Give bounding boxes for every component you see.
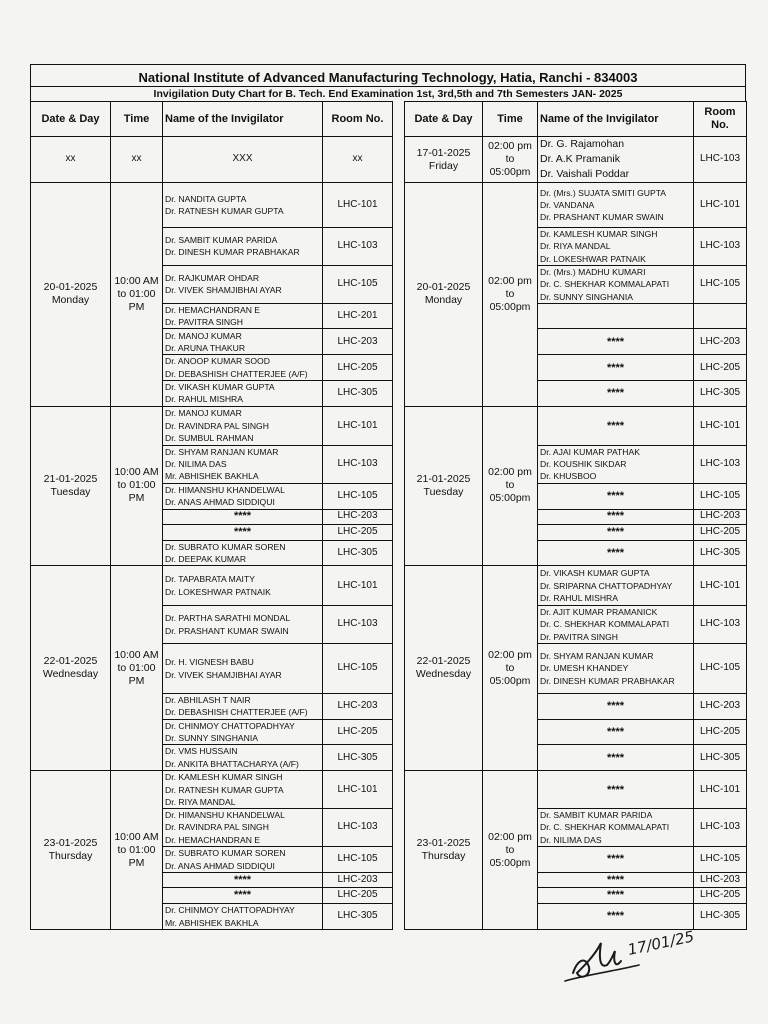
room-cell: LHC-203 <box>694 694 747 720</box>
column-separator <box>393 483 405 509</box>
invigilator-name: Dr. RATNESH KUMAR GUPTA <box>165 206 284 216</box>
invigilator-name: Dr. NILIMA DAS <box>165 458 227 469</box>
room-cell: LHC-103 <box>694 606 747 644</box>
invigilator-cell <box>163 566 323 606</box>
invigilator-cell <box>538 228 694 266</box>
invigilator-cell <box>163 904 323 930</box>
invigilator-cell <box>538 265 694 303</box>
invigilator-name: Dr. TAPABRATA MAITY <box>165 574 255 585</box>
room-cell: LHC-305 <box>694 381 747 407</box>
invigilator-cell <box>163 303 323 329</box>
room-cell: LHC-305 <box>323 745 393 771</box>
invigilator-cell <box>163 183 323 228</box>
invigilator-name: Dr. MANOJ KUMAR <box>165 408 242 419</box>
invigilator-cell: **** <box>538 904 694 930</box>
invigilator-name: Dr. SUBRATO KUMAR SOREN <box>165 541 286 552</box>
invigilator-cell: XXX <box>163 137 323 183</box>
invigilator-cell: **** <box>538 847 694 873</box>
invigilator-name: Dr. VIVEK SHAMJIBHAI AYAR <box>165 285 282 296</box>
invigilator-name: Dr. SRIPARNA CHATTOPADHYAY <box>540 580 673 591</box>
invigilator-cell <box>163 540 323 566</box>
room-cell: LHC-101 <box>323 771 393 809</box>
invigilator-name: Dr. AJAI KUMAR PATHAK <box>540 446 640 457</box>
invigilator-cell: **** <box>538 509 694 524</box>
invigilator-name: Dr. LOKESHWAR PATNAIK <box>540 253 646 264</box>
signature-mark <box>555 925 705 995</box>
time-cell: 10:00 AM to 01:00 PM <box>111 183 163 407</box>
time-cell: 02:00 pm to 05:00pm <box>483 406 538 565</box>
column-separator <box>393 183 405 228</box>
invigilator-name: Dr. RIYA MANDAL <box>165 796 236 807</box>
invigilator-name: Dr. ANKITA BHATTACHARYA (A/F) <box>165 758 299 769</box>
duty-rows <box>31 137 747 930</box>
room-cell: LHC-101 <box>323 406 393 445</box>
invigilator-cell: **** <box>163 888 323 904</box>
invigilator-cell <box>538 644 694 694</box>
time-cell: 02:00 pm to 05:00pm <box>483 183 538 407</box>
column-separator <box>393 137 405 183</box>
table-row <box>31 771 747 809</box>
invigilator-cell: **** <box>163 524 323 540</box>
invigilator-name: Dr. PAVITRA SINGH <box>165 317 243 328</box>
invigilator-name: Dr. SUBRATO KUMAR SOREN <box>165 848 286 859</box>
invigilator-name: Dr. SHYAM RANJAN KUMAR <box>540 651 654 662</box>
invigilator-name: Dr. C. SHEKHAR KOMMALAPATI <box>540 619 670 630</box>
room-cell: LHC-203 <box>694 329 747 355</box>
room-cell: LHC-103 <box>323 228 393 266</box>
room-cell: LHC-203 <box>323 509 393 524</box>
invigilator-cell <box>163 228 323 266</box>
room-cell: LHC-101 <box>323 566 393 606</box>
invigilator-name: Dr. HIMANSHU KHANDELWAL <box>165 810 285 821</box>
invigilator-cell <box>163 265 323 303</box>
room-cell <box>694 303 747 329</box>
invigilator-name: Dr. VIVEK SHAMJIBHAI AYAR <box>165 669 282 680</box>
room-cell: LHC-305 <box>323 540 393 566</box>
column-separator <box>393 406 405 445</box>
invigilator-cell: **** <box>538 406 694 445</box>
invigilator-cell: **** <box>538 524 694 540</box>
invigilator-cell: **** <box>538 771 694 809</box>
column-separator <box>393 809 405 847</box>
invigilator-name: Dr. Vaishali Poddar <box>540 168 630 180</box>
invigilator-cell <box>163 644 323 694</box>
invigilator-name: Dr. RAVINDRA PAL SINGH <box>165 420 269 431</box>
invigilator-name: Dr. NILIMA DAS <box>540 834 602 845</box>
invigilator-name: Dr. RAHUL MISHRA <box>540 592 618 603</box>
invigilator-cell: **** <box>538 719 694 745</box>
column-separator <box>393 540 405 566</box>
invigilator-name: Dr. CHINMOY CHATTOPADHYAY <box>165 720 295 731</box>
invigilator-cell: **** <box>163 509 323 524</box>
room-cell: LHC-201 <box>323 303 393 329</box>
room-cell: LHC-103 <box>323 809 393 847</box>
invigilator-name: Dr. KAMLESH KUMAR SINGH <box>540 229 658 239</box>
room-cell: LHC-105 <box>694 847 747 873</box>
room-cell: LHC-205 <box>323 888 393 904</box>
column-separator <box>393 771 405 809</box>
room-cell: LHC-103 <box>694 137 747 183</box>
invigilator-name: Dr. KHUSBOO <box>540 471 597 482</box>
room-cell: LHC-101 <box>694 566 747 606</box>
col-time-header: Time <box>111 102 163 137</box>
column-separator <box>393 102 405 137</box>
invigilator-name: Dr. PAVITRA SINGH <box>540 631 618 642</box>
invigilator-name: Dr. DINESH KUMAR PRABHAKAR <box>540 675 675 686</box>
invigilator-name: Dr. SAMBIT KUMAR PARIDA <box>165 235 278 246</box>
invigilator-name: Dr. VANDANA <box>540 199 595 210</box>
invigilator-name: Dr. ANAS AHMAD SIDDIQUI <box>165 497 275 508</box>
invigilator-cell <box>538 809 694 847</box>
invigilator-name: Dr. DEBASHISH CHATTERJEE (A/F) <box>165 707 308 718</box>
invigilator-cell: **** <box>538 540 694 566</box>
invigilator-name: Dr. ANAS AHMAD SIDDIQUI <box>165 860 275 871</box>
room-cell: LHC-105 <box>694 265 747 303</box>
column-separator <box>393 265 405 303</box>
invigilator-name: Dr. SHYAM RANJAN KUMAR <box>165 446 279 457</box>
room-cell: LHC-205 <box>694 355 747 381</box>
column-separator <box>393 904 405 930</box>
room-cell: LHC-103 <box>694 809 747 847</box>
invigilator-cell: **** <box>538 355 694 381</box>
col-time-header-right: Time <box>483 102 538 137</box>
column-separator <box>393 509 405 524</box>
invigilator-cell <box>163 381 323 407</box>
invigilator-cell <box>163 355 323 381</box>
date-cell: 20-01-2025 Monday <box>31 183 111 407</box>
room-cell: LHC-205 <box>694 719 747 745</box>
invigilator-cell <box>538 137 694 183</box>
time-cell: xx <box>111 137 163 183</box>
column-separator <box>393 445 405 483</box>
invigilator-cell <box>538 183 694 228</box>
invigilator-name: Dr. PRASHANT KUMAR SWAIN <box>165 625 289 636</box>
room-cell: LHC-205 <box>323 524 393 540</box>
room-cell: LHC-105 <box>694 644 747 694</box>
column-separator <box>393 644 405 694</box>
chart-header <box>30 64 746 101</box>
invigilator-cell <box>163 694 323 720</box>
invigilator-name: Dr. PARTHA SARATHI MONDAL <box>165 613 291 624</box>
time-cell: 10:00 AM to 01:00 PM <box>111 566 163 771</box>
invigilator-cell: **** <box>538 873 694 888</box>
date-cell: 20-01-2025 Monday <box>405 183 483 407</box>
room-cell: LHC-105 <box>323 847 393 873</box>
time-cell: 02:00 pm to 05:00pm <box>483 566 538 771</box>
column-separator <box>393 888 405 904</box>
column-header-row <box>31 102 747 137</box>
invigilator-name: Dr. ARUNA THAKUR <box>165 342 246 353</box>
invigilator-name: Dr. RATNESH KUMAR GUPTA <box>165 784 284 795</box>
room-cell: LHC-105 <box>323 483 393 509</box>
invigilator-name: Dr. CHINMOY CHATTOPADHYAY <box>165 905 295 916</box>
invigilator-name: Dr. MANOJ KUMAR <box>165 330 242 341</box>
column-separator <box>393 606 405 644</box>
invigilator-name: Dr. ANOOP KUMAR SOOD <box>165 356 270 367</box>
room-cell: LHC-205 <box>323 355 393 381</box>
time-cell: 02:00 pm to 05:00pm <box>483 771 538 930</box>
chart-subtitle: Invigilation Duty Chart for B. Tech. End Examination 1st, 3rd,5th and 7th Semesters JAN- 2025 <box>153 88 623 100</box>
institute-title: National Institute of Advanced Manufacturing Technology, Hatia, Ranchi - 834003 <box>31 65 745 87</box>
invigilator-name: Dr. PRASHANT KUMAR SWAIN <box>540 212 664 223</box>
column-separator <box>393 694 405 720</box>
col-room-header: Room No. <box>323 102 393 137</box>
invigilator-cell: **** <box>538 381 694 407</box>
room-cell: LHC-105 <box>323 644 393 694</box>
invigilator-name: Dr. DEBASHISH CHATTERJEE (A/F) <box>165 368 308 379</box>
room-cell: LHC-305 <box>694 904 747 930</box>
invigilator-name: Dr. SUMBUL RAHMAN <box>165 432 254 443</box>
invigilator-cell <box>538 445 694 483</box>
invigilator-name: Dr. UMESH KHANDEY <box>540 663 629 674</box>
date-cell: 17-01-2025 Friday <box>405 137 483 183</box>
column-separator <box>393 847 405 873</box>
date-cell: 23-01-2025 Thursday <box>31 771 111 930</box>
invigilator-cell: **** <box>538 694 694 720</box>
time-cell: 10:00 AM to 01:00 PM <box>111 406 163 565</box>
invigilator-name: Dr. SAMBIT KUMAR PARIDA <box>540 810 653 821</box>
room-cell: LHC-305 <box>323 381 393 407</box>
invigilator-name: Dr. HIMANSHU KHANDELWAL <box>165 484 285 495</box>
room-cell: LHC-101 <box>694 771 747 809</box>
invigilator-name: Dr. RIYA MANDAL <box>540 241 611 252</box>
invigilator-name: Dr. AJIT KUMAR PRAMANICK <box>540 607 658 618</box>
invigilator-cell: **** <box>538 329 694 355</box>
invigilator-cell: **** <box>538 888 694 904</box>
invigilator-cell: **** <box>538 483 694 509</box>
invigilator-name: Mr. ABHISHEK BAKHLA <box>165 471 259 482</box>
invigilator-cell <box>163 809 323 847</box>
invigilator-name: Dr. DINESH KUMAR PRABHAKAR <box>165 247 300 258</box>
invigilator-name: Dr. C. SHEKHAR KOMMALAPATI <box>540 279 670 290</box>
signature-stroke <box>573 943 621 977</box>
invigilator-name: Dr. DEEPAK KUMAR <box>165 553 247 564</box>
time-cell: 02:00 pm to 05:00pm <box>483 137 538 183</box>
invigilator-name: Dr. NANDITA GUPTA <box>165 193 247 204</box>
room-cell: LHC-203 <box>323 329 393 355</box>
room-cell: LHC-101 <box>323 183 393 228</box>
invigilator-cell <box>163 771 323 809</box>
invigilator-name: Dr. SUNNY SINGHANIA <box>165 732 258 743</box>
date-cell: 22-01-2025 Wednesday <box>405 566 483 771</box>
invigilator-cell <box>163 445 323 483</box>
column-separator <box>393 524 405 540</box>
invigilator-cell <box>163 719 323 745</box>
invigilator-name: Dr. VIKASH KUMAR GUPTA <box>165 382 275 393</box>
signature-date: 17/01/25 <box>626 927 696 959</box>
column-separator <box>393 566 405 606</box>
column-separator <box>393 355 405 381</box>
invigilator-name: Dr. KOUSHIK SIKDAR <box>540 458 627 469</box>
invigilator-name: Dr. (Mrs.) MADHU KUMARI <box>540 266 646 277</box>
invigilator-cell <box>538 606 694 644</box>
invigilator-cell: **** <box>538 745 694 771</box>
col-room-header-right: Room No. <box>694 102 747 137</box>
col-name-header: Name of the Invigilator <box>163 102 323 137</box>
invigilation-table <box>30 101 747 930</box>
column-separator <box>393 873 405 888</box>
room-cell: LHC-203 <box>694 509 747 524</box>
invigilator-name: Dr. LOKESHWAR PATNAIK <box>165 586 271 597</box>
date-cell: 21-01-2025 Tuesday <box>31 406 111 565</box>
invigilator-cell <box>163 329 323 355</box>
duty-chart-sheet <box>30 64 746 930</box>
invigilator-name: Dr. VMS HUSSAIN <box>165 746 238 757</box>
column-separator <box>393 381 405 407</box>
room-cell: LHC-101 <box>694 183 747 228</box>
col-date-header: Date & Day <box>31 102 111 137</box>
column-separator <box>393 303 405 329</box>
invigilator-name: Mr. ABHISHEK BAKHLA <box>165 917 259 928</box>
invigilator-name: Dr. ABHILASH T NAIR <box>165 695 251 706</box>
date-cell: xx <box>31 137 111 183</box>
date-cell: 23-01-2025 Thursday <box>405 771 483 930</box>
room-cell: LHC-203 <box>323 694 393 720</box>
room-cell: LHC-205 <box>694 888 747 904</box>
invigilator-name: Dr. VIKASH KUMAR GUPTA <box>540 568 650 579</box>
invigilator-name: Dr. HEMACHANDRAN E <box>165 834 261 845</box>
column-separator <box>393 745 405 771</box>
invigilator-name: Dr. G. Rajamohan <box>540 138 625 150</box>
invigilator-cell <box>163 406 323 445</box>
room-cell: LHC-305 <box>323 904 393 930</box>
table-row <box>31 406 747 445</box>
invigilator-name: Dr. SUNNY SINGHANIA <box>540 291 633 302</box>
room-cell: LHC-105 <box>323 265 393 303</box>
invigilator-name: Dr. KAMLESH KUMAR SINGH <box>165 772 283 783</box>
column-separator <box>393 329 405 355</box>
invigilator-name: Dr. RAJKUMAR OHDAR <box>165 273 260 284</box>
invigilator-cell <box>163 847 323 873</box>
room-cell: LHC-105 <box>694 483 747 509</box>
invigilator-name: Dr. RAVINDRA PAL SINGH <box>165 822 269 833</box>
invigilator-cell <box>163 483 323 509</box>
invigilator-cell: **** <box>163 873 323 888</box>
room-cell: LHC-103 <box>323 606 393 644</box>
room-cell: LHC-101 <box>694 406 747 445</box>
room-cell: LHC-103 <box>694 445 747 483</box>
room-cell: xx <box>323 137 393 183</box>
invigilator-cell <box>163 745 323 771</box>
invigilator-name: Dr. (Mrs.) SUJATA SMITI GUPTA <box>540 187 667 198</box>
invigilator-cell <box>538 566 694 606</box>
room-cell: LHC-305 <box>694 745 747 771</box>
invigilator-name: Dr. H. VIGNESH BABU <box>165 657 254 668</box>
col-date-header-right: Date & Day <box>405 102 483 137</box>
room-cell: LHC-203 <box>323 873 393 888</box>
col-name-header-right: Name of the Invigilator <box>538 102 694 137</box>
invigilator-name: Dr. HEMACHANDRAN E <box>165 304 261 315</box>
date-cell: 22-01-2025 Wednesday <box>31 566 111 771</box>
room-cell: LHC-205 <box>323 719 393 745</box>
invigilator-name: Dr. A.K Pramanik <box>540 153 620 165</box>
table-row <box>31 566 747 606</box>
invigilator-name: Dr. RAHUL MISHRA <box>165 394 243 405</box>
room-cell: LHC-103 <box>323 445 393 483</box>
column-separator <box>393 228 405 266</box>
room-cell: LHC-305 <box>694 540 747 566</box>
invigilator-cell <box>163 606 323 644</box>
column-separator <box>393 719 405 745</box>
invigilator-cell <box>538 303 694 329</box>
invigilator-name: Dr. C. SHEKHAR KOMMALAPATI <box>540 822 670 833</box>
room-cell: LHC-203 <box>694 873 747 888</box>
room-cell: LHC-205 <box>694 524 747 540</box>
room-cell: LHC-103 <box>694 228 747 266</box>
date-cell: 21-01-2025 Tuesday <box>405 406 483 565</box>
table-row <box>31 137 747 183</box>
time-cell: 10:00 AM to 01:00 PM <box>111 771 163 930</box>
table-row <box>31 183 747 228</box>
